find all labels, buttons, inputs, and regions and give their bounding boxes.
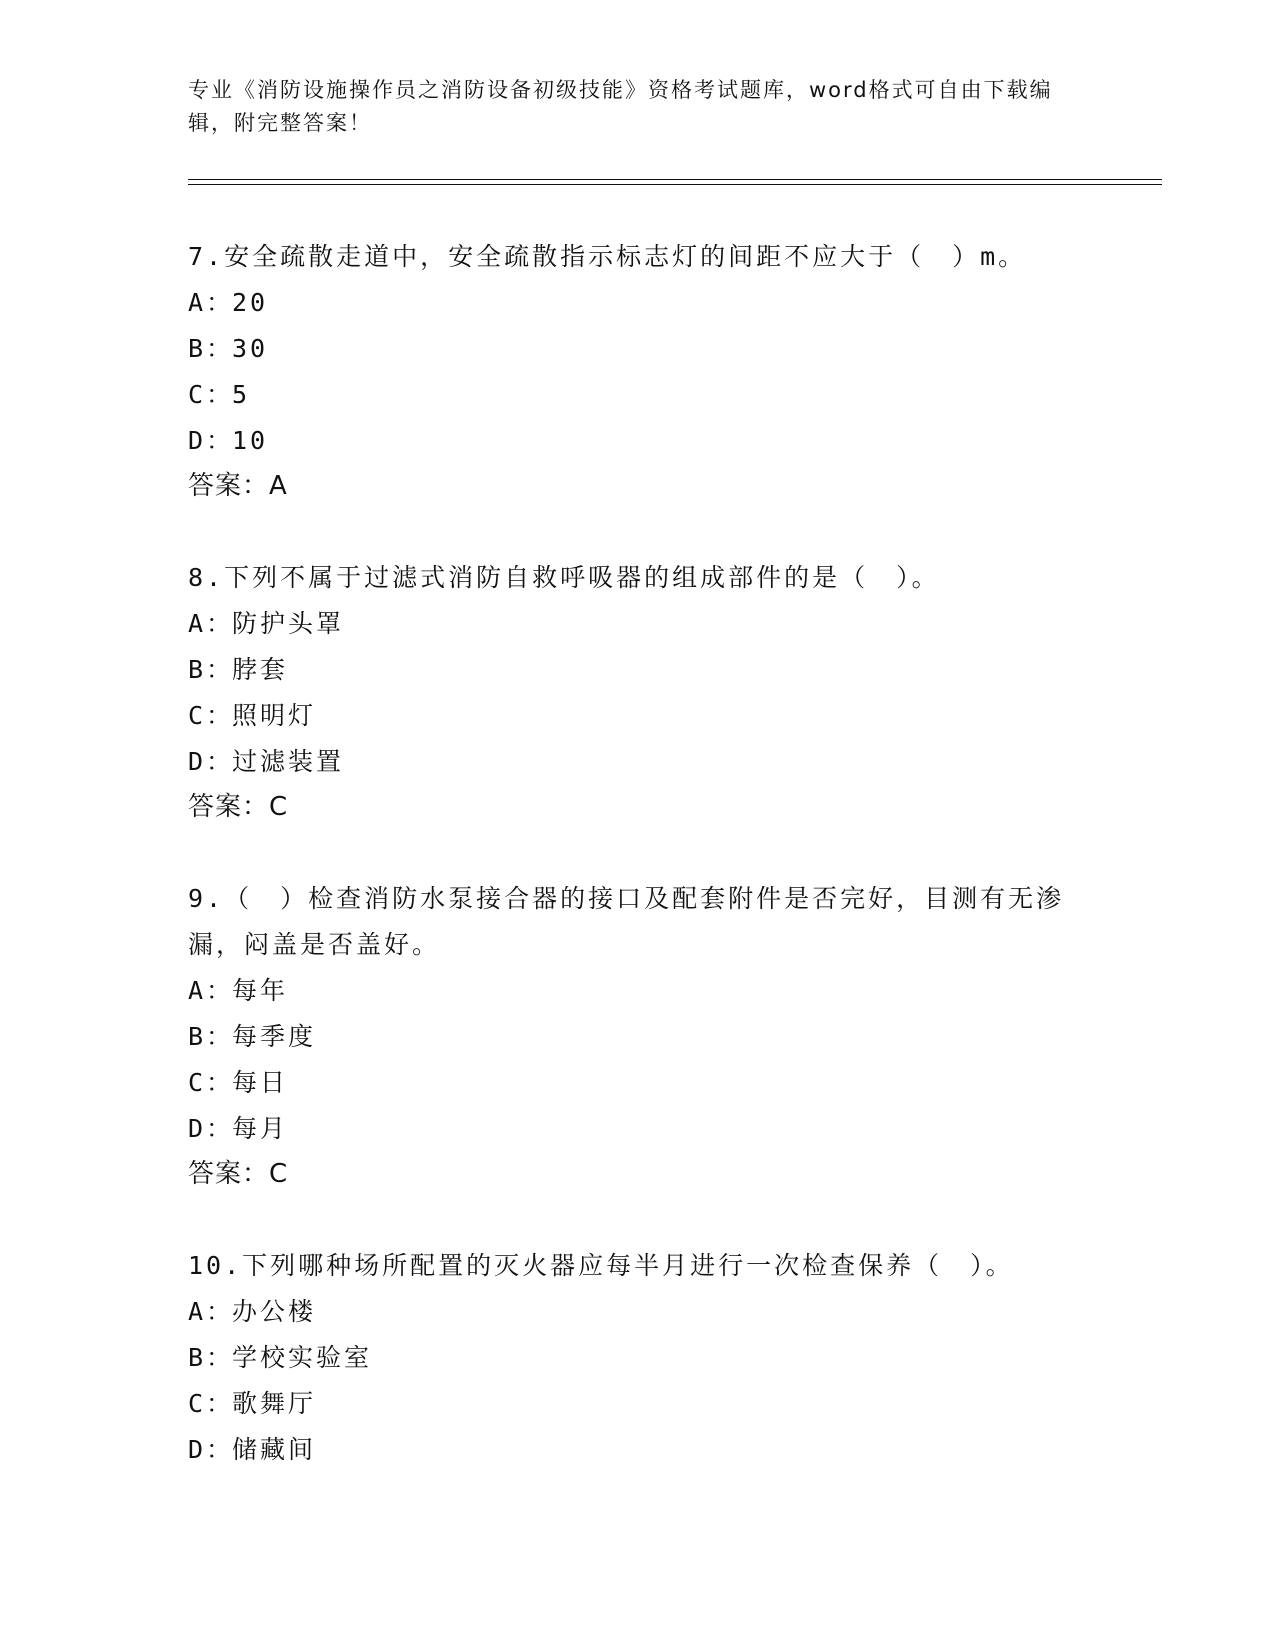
option-key: C： <box>188 1068 235 1097</box>
option-text: 10 <box>232 426 269 455</box>
option-c <box>188 1381 1088 1427</box>
option-text: 办公楼 <box>232 1297 317 1326</box>
option-d <box>188 1106 1088 1152</box>
option-text: 歌舞厅 <box>232 1389 317 1418</box>
answer-line: 答案：C <box>188 792 289 822</box>
option-text: 过滤装置 <box>232 747 345 776</box>
question-stem: 7.安全疏散走道中，安全疏散指示标志灯的间距不应大于（ ）m。 <box>188 242 1027 271</box>
option-b <box>188 1335 1088 1381</box>
header-divider-bottom <box>188 184 1162 185</box>
option-key: C： <box>188 380 235 409</box>
option-key: A： <box>188 288 235 317</box>
question-stem: 10.下列哪种场所配置的灭火器应每半月进行一次检查保养（ ）。 <box>188 1251 1014 1280</box>
option-text: 每年 <box>232 976 289 1005</box>
option-key: C： <box>188 1389 235 1418</box>
answer-line: 答案：C <box>188 1159 289 1189</box>
option-c <box>188 1060 1088 1106</box>
question-10 <box>188 1243 1088 1473</box>
option-a <box>188 968 1088 1014</box>
option-key: A： <box>188 609 235 638</box>
option-text: 脖套 <box>232 655 289 684</box>
option-a <box>188 1289 1088 1335</box>
question-8 <box>188 555 1088 829</box>
question-stem: 8.下列不属于过滤式消防自救呼吸器的组成部件的是（ ）。 <box>188 563 940 592</box>
option-key: D： <box>188 747 235 776</box>
option-d <box>188 1427 1088 1473</box>
option-b <box>188 647 1088 693</box>
question-stem: 9.（ ）检查消防水泵接合器的接口及配套附件是否完好，目测有无渗漏，闷盖是否盖好。 <box>188 884 1065 959</box>
option-d <box>188 739 1088 785</box>
option-key: A： <box>188 1297 235 1326</box>
option-b <box>188 1014 1088 1060</box>
option-text: 学校实验室 <box>232 1343 373 1372</box>
question-7 <box>188 234 1088 508</box>
option-c <box>188 372 1088 418</box>
option-b <box>188 326 1088 372</box>
option-text: 储藏间 <box>232 1435 317 1464</box>
option-key: B： <box>188 655 235 684</box>
option-a <box>188 280 1088 326</box>
option-key: B： <box>188 334 235 363</box>
option-text: 每季度 <box>232 1022 317 1051</box>
option-text: 30 <box>232 334 269 363</box>
option-a <box>188 601 1088 647</box>
option-key: D： <box>188 1114 235 1143</box>
option-text: 20 <box>232 288 269 317</box>
option-d <box>188 418 1088 464</box>
option-c <box>188 693 1088 739</box>
option-key: A： <box>188 976 235 1005</box>
option-text: 每月 <box>232 1114 289 1143</box>
option-key: B： <box>188 1343 235 1372</box>
document-header: 专业《消防设施操作员之消防设备初级技能》资格考试题库，word格式可自由下载编辑，附完整答案！ <box>188 78 1053 135</box>
option-key: D： <box>188 1435 235 1464</box>
question-9 <box>188 876 1088 1196</box>
answer-line: 答案：A <box>188 471 288 501</box>
header-divider-top <box>188 179 1162 180</box>
option-key: B： <box>188 1022 235 1051</box>
option-text: 每日 <box>232 1068 289 1097</box>
option-text: 5 <box>232 380 251 409</box>
option-key: C： <box>188 701 235 730</box>
option-text: 照明灯 <box>232 701 317 730</box>
option-text: 防护头罩 <box>232 609 345 638</box>
option-key: D： <box>188 426 235 455</box>
